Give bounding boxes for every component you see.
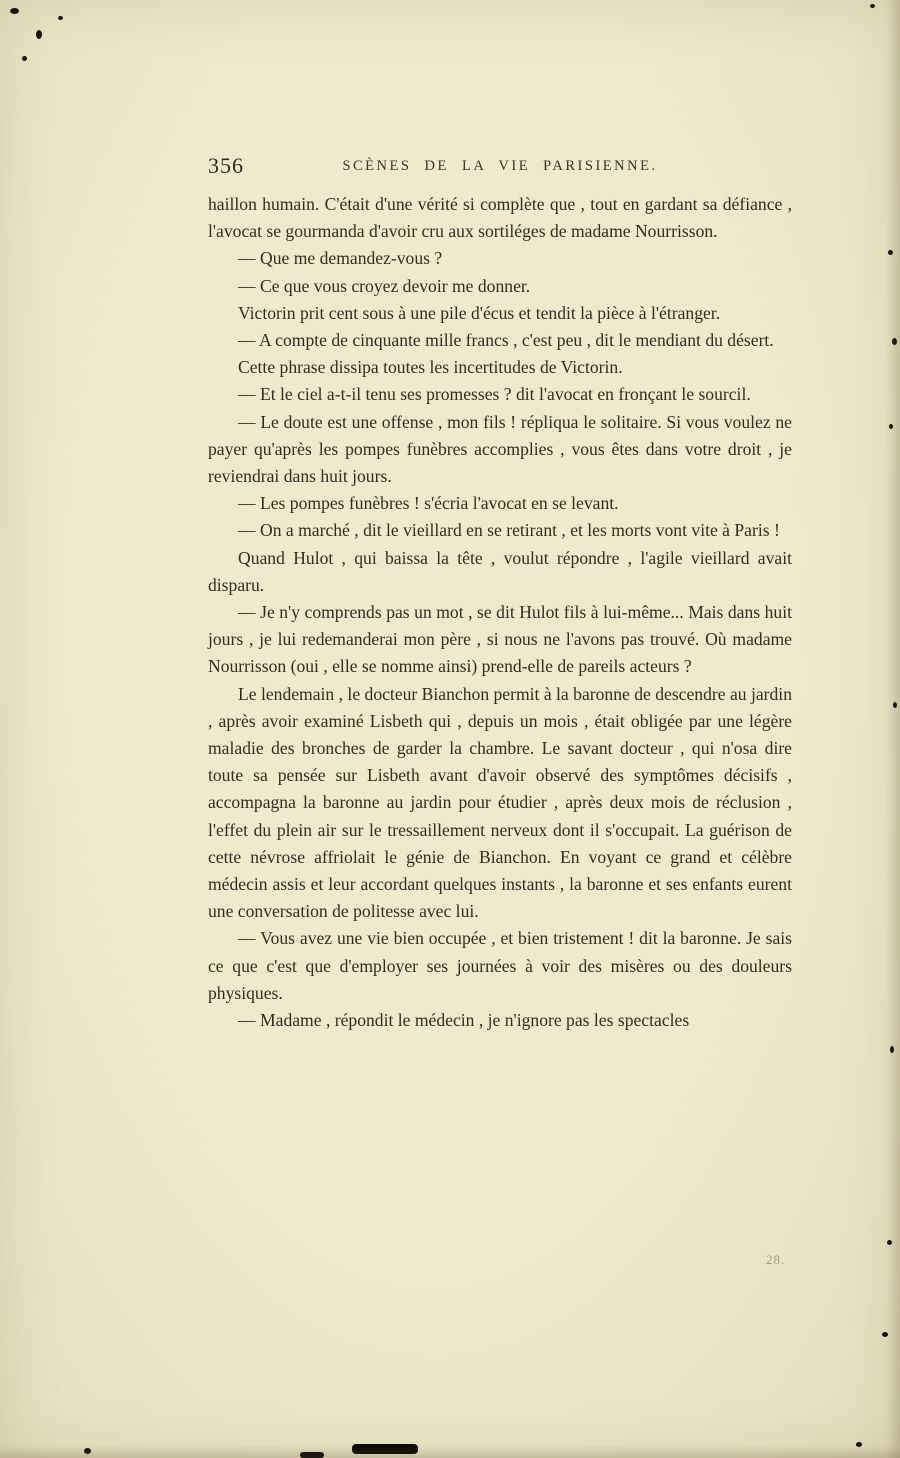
scan-speck (22, 56, 27, 61)
scan-speck (36, 30, 42, 39)
paragraph: — Ce que vous croyez devoir me donner. (238, 275, 531, 296)
page-text (208, 191, 792, 1034)
paragraph: — Et le ciel a-t-il tenu ses promesses ? dit l'avocat en fronçant le sourcil. (238, 384, 751, 405)
running-title: SCÈNES DE LA VIE PARISIENNE. (342, 158, 658, 174)
scan-speck (58, 16, 63, 20)
paragraph: — Les pompes funèbres ! s'écria l'avocat en se levant. (238, 493, 619, 514)
page-header (208, 153, 792, 183)
paragraph: — Je n'y comprends pas un mot , se dit Hulot fils à lui-même... Mais dans huit jours , je lui redemanderai mon père , si nous ne l'avons pas trouvé. Où madame Nourrisson (oui , elle se nomme ainsi) prend-elle de pareils acteurs ? (208, 602, 792, 677)
paragraph: haillon humain. C'était d'une vérité si complète que , tout en gardant sa défiance , l'avocat se gourmanda d'avoir cru aux sortiléges de madame Nourrisson. (208, 194, 792, 242)
paragraph: Quand Hulot , qui baissa la tête , voulut répondre , l'agile vieillard avait disparu. (208, 547, 792, 595)
page-edge-shadow (0, 1446, 900, 1458)
scan-speck (870, 4, 875, 8)
paragraph: — On a marché , dit le vieillard en se retirant , et les morts vont vite à Paris ! (238, 520, 780, 541)
paragraph: Cette phrase dissipa toutes les incertitudes de Victorin. (238, 357, 623, 378)
paragraph: — Madame , répondit le médecin , je n'ignore pas les spectacles (238, 1010, 690, 1031)
page-edge-shadow (886, 0, 900, 1458)
paragraph: Victorin prit cent sous à une pile d'écus et tendit la pièce à l'étranger. (238, 302, 721, 323)
paragraph: — Que me demandez-vous ? (238, 248, 443, 269)
page-number: 356 (208, 153, 244, 178)
scan-speck (10, 8, 19, 14)
paragraph: Le lendemain , le docteur Bianchon permit à la baronne de descendre au jardin , après avoir examiné Lisbeth qui , depuis un mois , était obligée par une légère maladie des bronches de garder la chambre. Le savant docteur , qui n'osa dire toute sa pensée sur Lisbeth avant d'avoir observé des symptômes décisifs , accompagna la baronne au jardin pour étudier , après deux mois de réclusion , l'effet du plein air sur le tressaillement nerveux dont il s'occupait. La guérison de cette névrose affriolait le génie de Bianchon. En voyant ce grand et célèbre médecin assis et leur accordant quelques instants , la baronne et ses enfants eurent une conversation de politesse avec lui. (208, 683, 792, 922)
paragraph: — Le doute est une offense , mon fils ! répliqua le solitaire. Si vous voulez ne payer qu'après les pompes funèbres accomplies , vous êtes dans votre droit , je reviendrai dans huit jours. (208, 411, 792, 487)
paragraph: — Vous avez une vie bien occupée , et bien tristement ! dit la baronne. Je sais ce que c'est que d'employer ses journées à voir des misères ou des douleurs physiques. (208, 928, 792, 1003)
signature-mark: 28. (766, 1252, 786, 1267)
paragraph: — A compte de cinquante mille francs , c'est peu , dit le mendiant du désert. (238, 330, 774, 351)
